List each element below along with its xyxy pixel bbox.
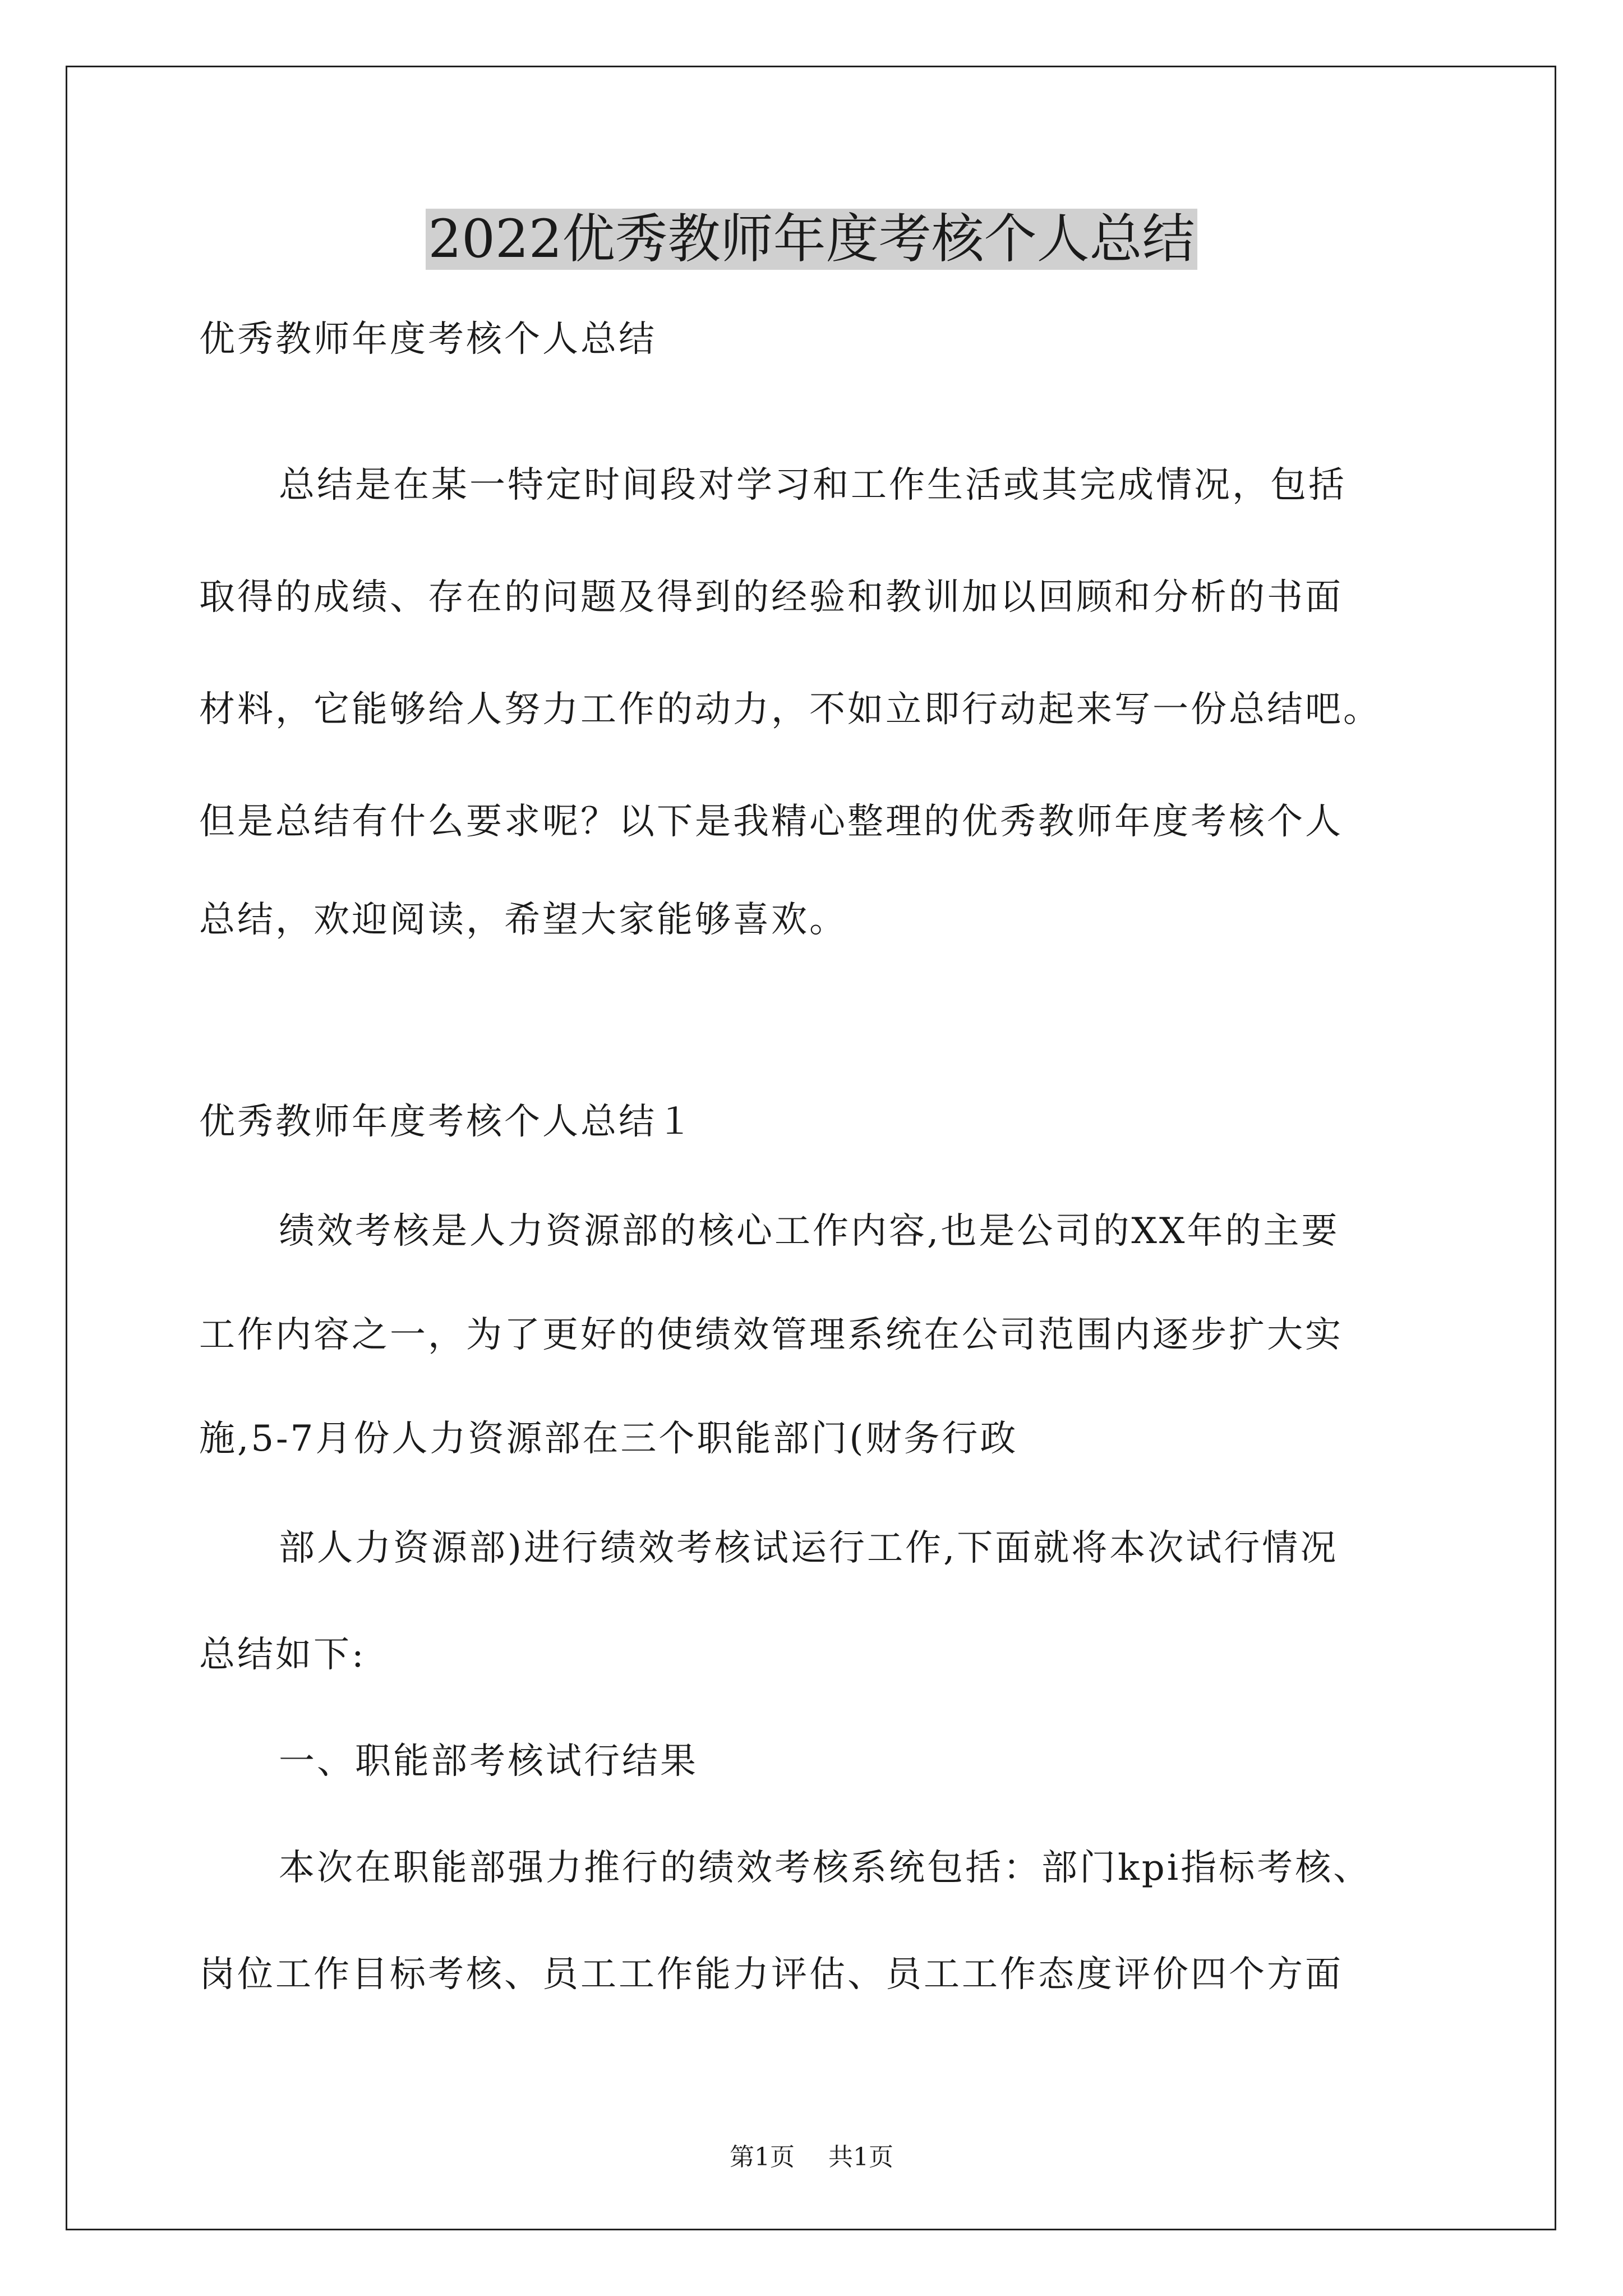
paragraph-line: 取得的成绩、存在的问题及得到的经验和教训加以回顾和分析的书面 xyxy=(199,577,1343,618)
paragraph-line: 岗位工作目标考核、员工工作能力评估、员工工作态度评价四个方面 xyxy=(199,1954,1343,1995)
document-title-text: 2022优秀教师年度考核个人总结 xyxy=(426,209,1197,270)
page-footer xyxy=(0,2142,1623,2173)
page-number: 第1页 xyxy=(730,2143,795,2171)
document-title xyxy=(0,203,1623,276)
paragraph-line: 材料，它能够给人努力工作的动力，不如立即行动起来写一份总结吧。 xyxy=(199,689,1381,730)
paragraph-line: 本次在职能部强力推行的绩效考核系统包括：部门kpi指标考核、 xyxy=(279,1847,1372,1889)
paragraph-line: 施,5-7月份人力资源部在三个职能部门(财务行政 xyxy=(199,1418,1018,1460)
page-total: 共1页 xyxy=(828,2143,893,2171)
paragraph-line: 绩效考核是人力资源部的核心工作内容,也是公司的XX年的主要 xyxy=(279,1211,1340,1252)
paragraph-line: 总结是在某一特定时间段对学习和工作生活或其完成情况，包括 xyxy=(279,464,1347,506)
intro-heading: 优秀教师年度考核个人总结 xyxy=(199,319,657,360)
subsection-heading: 一、职能部考核试行结果 xyxy=(279,1741,698,1782)
paragraph-line: 部人力资源部)进行绩效考核试运行工作,下面就将本次试行情况 xyxy=(279,1527,1339,1569)
paragraph-line: 总结，欢迎阅读，希望大家能够喜欢。 xyxy=(199,899,847,941)
paragraph-line: 但是总结有什么要求呢？以下是我精心整理的优秀教师年度考核个人 xyxy=(199,801,1343,843)
page-border xyxy=(66,66,1556,2230)
paragraph-line: 工作内容之一，为了更好的使绩效管理系统在公司范围内逐步扩大实 xyxy=(199,1314,1343,1356)
paragraph-line: 总结如下: xyxy=(199,1634,366,1676)
section-heading: 优秀教师年度考核个人总结１ xyxy=(199,1101,695,1143)
